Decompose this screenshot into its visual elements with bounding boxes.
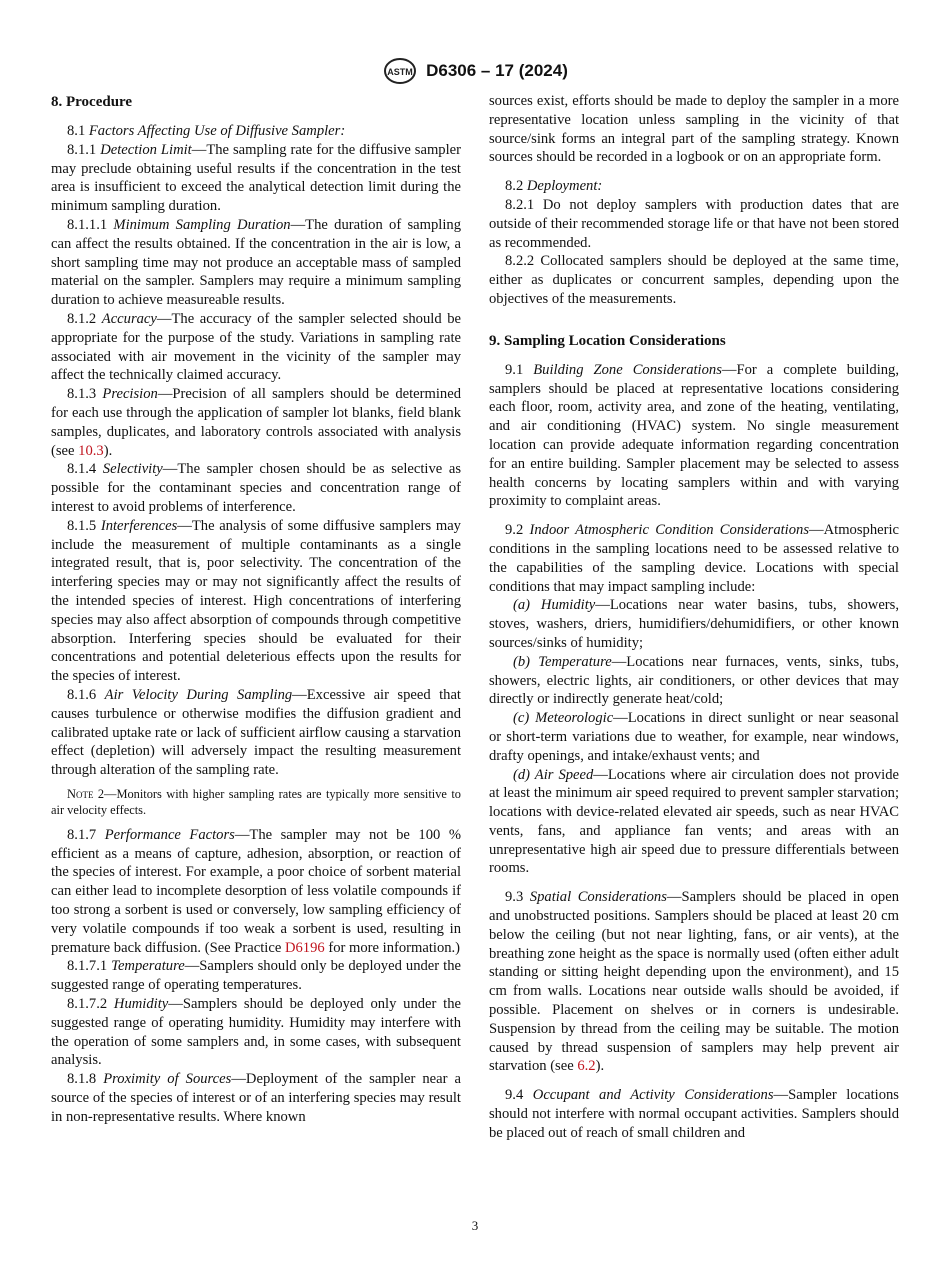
para-8-1-2: 8.1.2 Accuracy—The accuracy of the sampler selected should be appropriate for the purpose of the study. Variations in sampling rate associated with air movement in the vicinity of the sampler may affect the technically claimed accuracy. [51,310,461,384]
item-d: (d) Air Speed—Locations where air circulation does not provide at least the minimum air speed required to prevent sampler starvation; locations with device-related elevated air speeds, such as near HVAC vents, fans, and appliance fan vents; and areas with an unrepresentative high air speed due to pressure differentials between rooms. [489,766,899,877]
astm-logo-icon [382,57,418,85]
para-8-1-1: 8.1.1 Detection Limit—The sampling rate for the diffusive sampler may preclude obtaining useful results if the concentration in the test area is insufficient to exceed the analytical detection limit during the minimum sampling duration. [51,141,461,215]
page-header [0,56,950,86]
section-9-heading: 9. Sampling Location Considerations [489,332,726,349]
para-9-3: 9.3 Spatial Considerations—Samplers should be placed in open and unobstructed positions. Samplers should be placed at least 20 cm below the ceiling (but not near lighting, fans, or air vents), at the breathing zone height as the space is normally used (often either adult standing or sitting height depending upon the environment), and 15 cm from walls. Locations near outside walls should be avoided, if possible. Placement on shelves or in corners is undesirable. Suspension by thread from the ceiling may be suitable. The motion caused by thread suspension of samplers may help prevent air starvation (see 6.2). [489,889,899,1075]
item-a: (a) Humidity—Locations near water basins, tubs, showers, stoves, washers, driers, humidifiers/dehumidifiers, or other known sources/sinks of humidity; [489,597,899,651]
para-8-2-2: 8.2.2 Collocated samplers should be deployed at the same time, either as duplicates or concurrent samples, depending upon the objectives of the measurements. [489,253,899,307]
section-8-heading: 8. Procedure [51,94,133,110]
item-b: (b) Temperature—Locations near furnaces, vents, sinks, tubs, showers, electric lights, air conditioners, or other devices that may directly or indirectly generate heat/cold; [489,653,899,708]
note-2: Note 2—Monitors with higher sampling rates are typically more sensitive to air velocity effects. [51,786,461,817]
para-9-2: 9.2 Indoor Atmospheric Condition Considerations—Atmospheric conditions in the sampling locations need to be assessed relative to the capabilities of the sampling device. Locations with special conditions that may impact sampling include: [489,522,899,595]
para-8-1-5: 8.1.5 Interferences—The analysis of some diffusive samplers may include the measurement of multiple contaminants as a single integrated result, that is, poor selectivity. The concentration of the interfering species may or may not significantly affect the results of the intended species of interest. High concentrations of interfering species may also affect absorption of compounds through competitive absorption. Interfering species should be evaluated for their concentrations and potential deleterious effects upon the results for the species of interest. [51,517,461,685]
link-6-2[interactable]: 6.2 [577,1058,596,1075]
para-8-1-1-1: 8.1.1.1 Minimum Sampling Duration—The duration of sampling can affect the results obtained. If the concentration in the air is low, a short sampling time may not produce an acceptable mass of sampled material on the sampler. Samplers may require a minimum sampling duration to achieve measureable results. [51,216,462,309]
para-9-4: 9.4 Occupant and Activity Considerations—Sampler locations should not interfere with normal occupant activities. Samplers should be placed out of reach of small children and [489,1087,899,1141]
document-id: D6306 – 17 (2024) [426,61,568,80]
left-column [51,92,461,1127]
para-8-1-3: 8.1.3 Precision—Precision of all samplers should be determined for each use through the application of sampler lot blanks, field blank samples, duplicates, and laboratory controls associated with analysis (see 10.3). [51,386,461,459]
right-column [489,92,899,1143]
para-8-1-7-1: 8.1.7.1 Temperature—Samplers should only be deployed under the suggested range of operating temperatures. [51,958,461,994]
page-number: 3 [471,1218,479,1233]
para-8-1: 8.1 Factors Affecting Use of Diffusive Sampler: [67,123,346,139]
svg-text:ASTM: ASTM [387,67,413,77]
para-8-2-1: 8.2.1 Do not deploy samplers with production dates that are outside of their recommended storage life or that have not been stored as recommended. [489,196,899,251]
para-8-2: 8.2 Deployment: [505,178,603,195]
para-8-1-6: 8.1.6 Air Velocity During Sampling—Excessive air speed that causes turbulence or otherwise modifies the diffusion gradient and calibrated uptake rate or lack of sufficient airflow causing a starvation effect (depletion) will adversely impact the resulting measurement through alteration of the sampling rate. [51,686,461,779]
para-8-1-8-cont: sources exist, efforts should be made to deploy the sampler in a more representative location unless sampling in the vicinity of that source/sink forms an integral part of the sampling strategy. Known sources should be recorded in a logbook or on an appropriate form. [489,93,899,166]
link-d6196[interactable]: D6196 [284,939,325,956]
item-c: (c) Meteorologic—Locations in direct sunlight or near seasonal or short-term variations due to weather, for example, near windows, drafty openings, and intake/exhaust vents; and [489,710,899,764]
para-8-1-7-2: 8.1.7.2 Humidity—Samplers should be deployed only under the suggested range of operating humidity. Humidity may interfere with the operation of some samplers and, in some cases, with subsequent analysis. [51,996,462,1069]
para-9-1: 9.1 Building Zone Considerations—For a complete building, samplers should be placed at representative locations considering each floor, room, activity area, and zone of the heating, ventilating, and air conditioning (HVAC) system. No single measurement location can provide adequate information regarding concentration for an entire building. Sampler placement may be selected to assess health concerns by locating samplers within and with varying proximity to complaint areas. [489,361,900,510]
link-10-3[interactable]: 10.3 [78,442,104,459]
para-8-1-7: 8.1.7 Performance Factors—The sampler may not be 100 % efficient as a means of capture, adhesion, absorption, or reaction of the species of interest. For example, a poor choice of sorbent material can either lead to incomplete desorption of less volatile compounds if too strong a sorbent is used or conversely, low sampling efficiency of very volatile compounds if too weak a sorbent is used, resulting in premature back diffusion. (See Practice D6196 for more information.) [51,826,461,956]
para-8-1-4: 8.1.4 Selectivity—The sampler chosen should be as selective as possible for the contaminant species and concentration range of interest to avoid problems of interference. [51,461,461,515]
para-8-1-8: 8.1.8 Proximity of Sources—Deployment of the sampler near a source of the species of interest or of an interfering species may result in non-representative results. Where known [51,1071,462,1125]
